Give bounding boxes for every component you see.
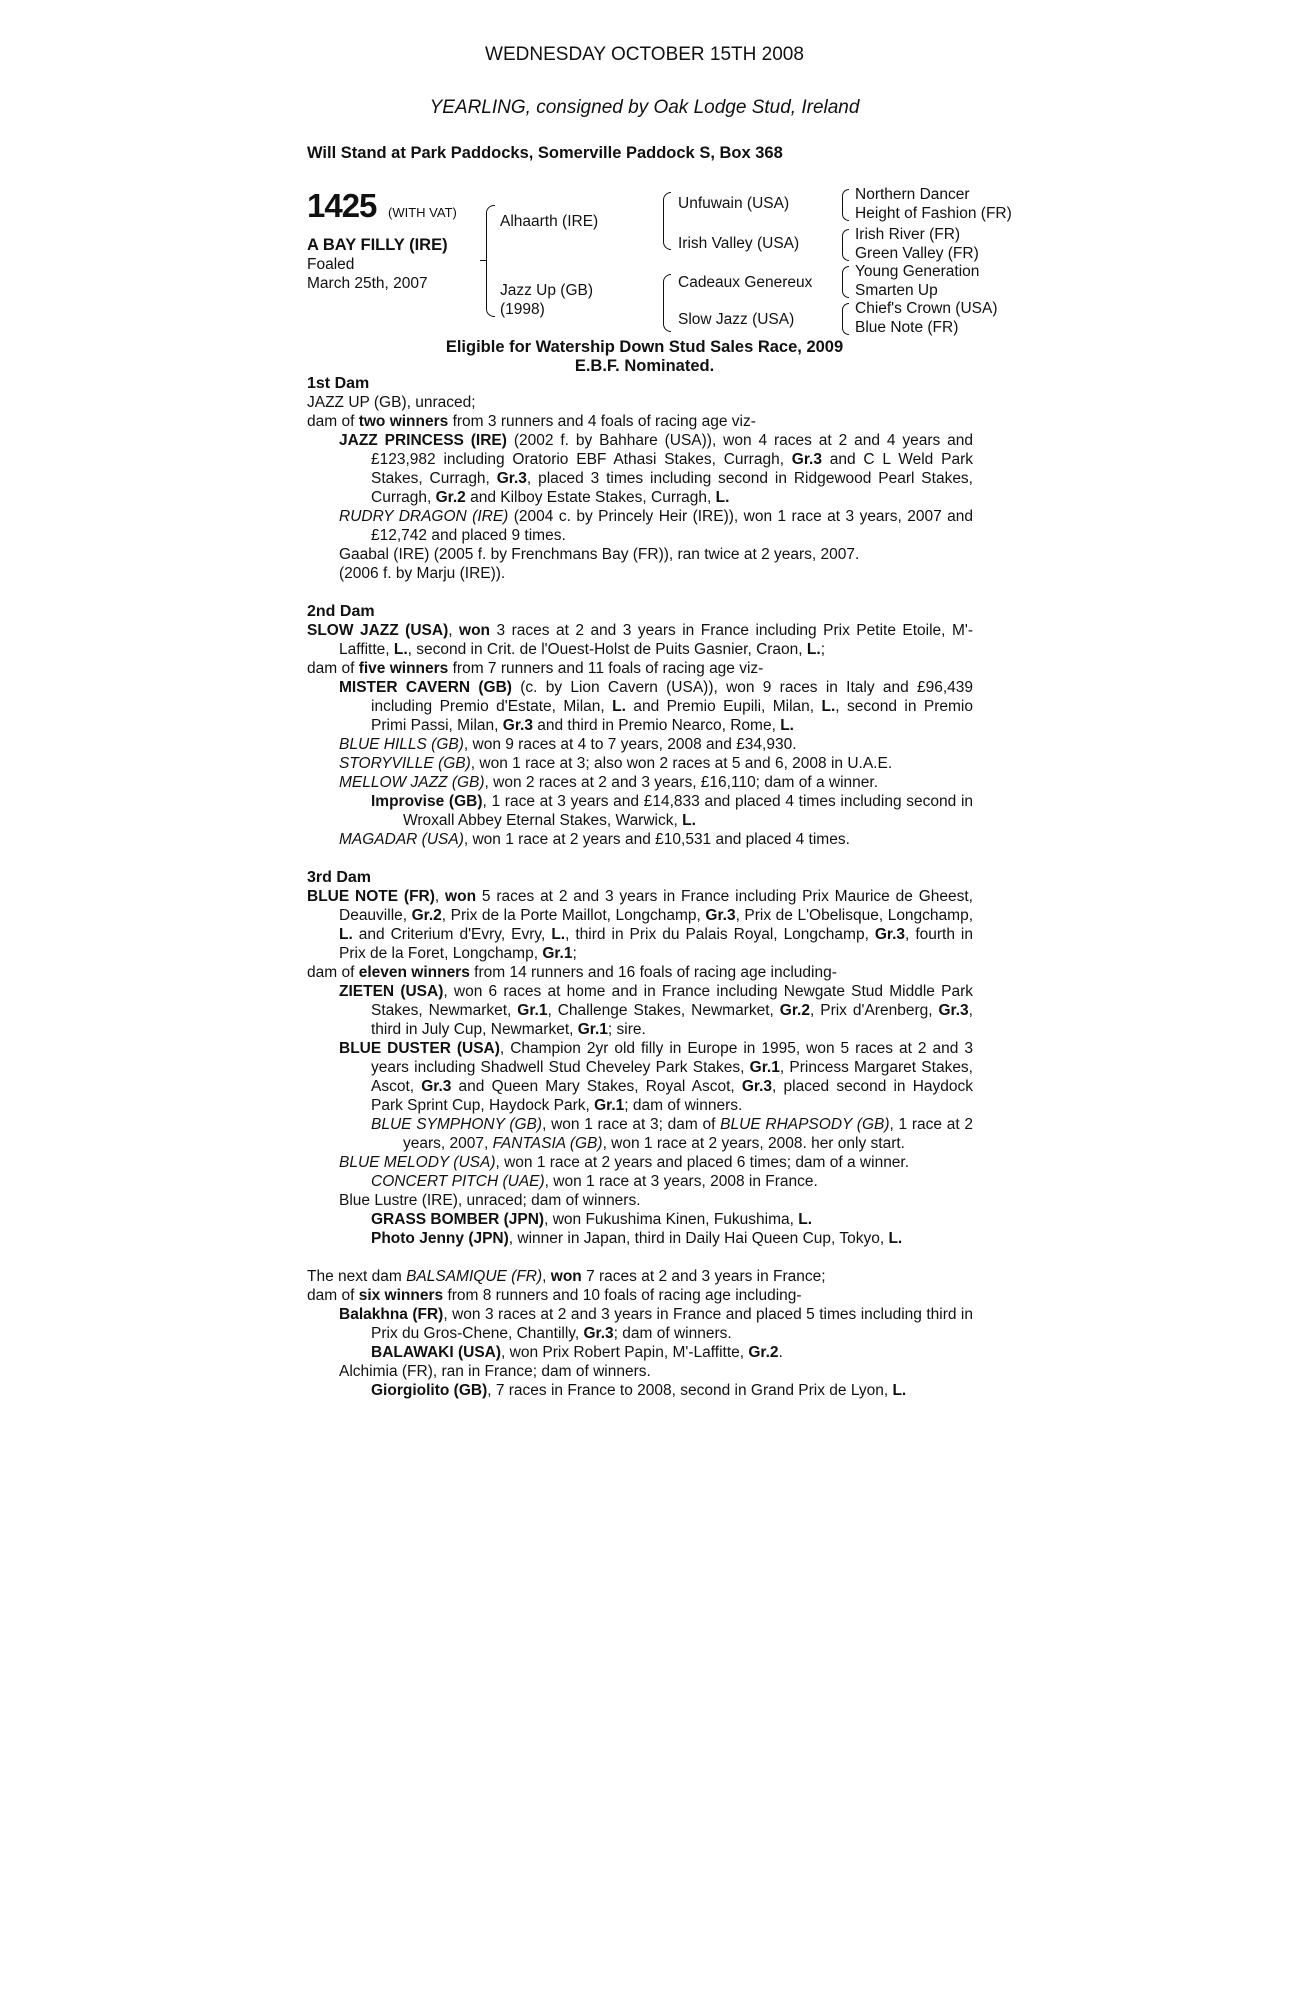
pedigree-dam-dam: Slow Jazz (USA) xyxy=(678,311,795,328)
vat-note: (WITH VAT) xyxy=(388,205,457,220)
produce-entry: JAZZ PRINCESS (IRE) (2002 f. by Bahhare (USA)), won 4 races at 2 and 4 years and £123,982 including Oratorio EBF Athasi Stakes, Curragh, Gr.3 and C L Weld Park Stakes, Curragh, Gr.3, placed 3 times including second in Ridgewood Pearl Stakes, Curragh, Gr.2 and Kilboy Estate Stakes, Curragh, L. xyxy=(339,432,974,506)
lot-number: 1425 xyxy=(307,187,377,224)
third-dam-record: BLUE NOTE (FR), won 5 races at 2 and 3 years in France including Prix Maurice de Gheest, Deauville, Gr.2, Prix de la Porte Maillot, Longchamp, Gr.3, Prix de L'Obelisque, Longchamp, L. and Criterium d'Evry, Evry, L., third in Prix du Palais Royal, Longchamp, Gr.3, fourth in Prix de la Foret, Longchamp, Gr.1; xyxy=(307,888,974,962)
produce-entry: BLUE HILLS (GB), won 9 races at 4 to 7 years, 2008 and £34,930. xyxy=(339,736,797,753)
produce-entry: BLUE MELODY (USA), won 1 race at 2 years and placed 6 times; dam of a winner. xyxy=(339,1154,910,1171)
foaled-label: Foaled xyxy=(307,256,355,273)
pedigree-g3: Irish River (FR) xyxy=(855,226,961,243)
pedigree-sire-dam: Irish Valley (USA) xyxy=(678,235,800,252)
produce-entry: CONCERT PITCH (UAE), won 1 race at 3 years, 2008 in France. xyxy=(371,1173,818,1190)
pedigree-brace-g34 xyxy=(842,229,849,261)
produce-entry: MAGADAR (USA), won 1 race at 2 years and £10,531 and placed 4 times. xyxy=(339,831,850,848)
second-dam-produce-summary: dam of five winners from 7 runners and 11 foals of racing age viz- xyxy=(307,660,764,677)
next-dam-produce-summary: dam of six winners from 8 runners and 10 foals of racing age including- xyxy=(307,1287,802,1304)
pedigree-sire: Alhaarth (IRE) xyxy=(500,213,599,230)
produce-entry: BLUE SYMPHONY (GB), won 1 race at 3; dam of BLUE RHAPSODY (GB), 1 race at 2 years, 2007, FANTASIA (GB), won 1 race at 2 years, 2008. her only start. xyxy=(371,1116,973,1152)
produce-entry: GRASS BOMBER (JPN), won Fukushima Kinen, Fukushima, L. xyxy=(371,1211,813,1228)
produce-entry: ZIETEN (USA), won 6 races at home and in France including Newgate Stud Middle Park Stakes, Newmarket, Gr.1, Challenge Stakes, Newmarket, Gr.2, Prix d'Arenberg, Gr.3, third in July Cup, Newmarket, Gr.1; sire. xyxy=(339,983,973,1038)
pedigree-brace-g12 xyxy=(842,189,849,221)
third-dam-produce-summary: dam of eleven winners from 14 runners and 16 foals of racing age including- xyxy=(307,964,837,981)
sale-date: WEDNESDAY OCTOBER 15TH 2008 xyxy=(485,44,804,65)
stand-location: Will Stand at Park Paddocks, Somerville Paddock S, Box 368 xyxy=(307,144,783,162)
second-dam-record: SLOW JAZZ (USA), won 3 races at 2 and 3 years in France including Prix Petite Etoile, M'-Laffitte, L., second in Crit. de l'Ouest-Holst de Puits Gasnier, Craon, L.; xyxy=(307,622,973,658)
foaled-date: March 25th, 2007 xyxy=(307,275,428,292)
produce-entry: Photo Jenny (JPN), winner in Japan, third in Daily Hai Queen Cup, Tokyo, L. xyxy=(371,1230,903,1247)
produce-entry: BLUE DUSTER (USA), Champion 2yr old filly in Europe in 1995, won 5 races at 2 and 3 years including Shadwell Stud Cheveley Park Stakes, Gr.1, Princess Margaret Stakes, Ascot, Gr.3 and Queen Mary Stakes, Royal Ascot, Gr.3, placed second in Haydock Park Sprint Cup, Haydock Park, Gr.1; dam of winners. xyxy=(339,1040,973,1114)
first-dam-name: JAZZ UP (GB), unraced; xyxy=(307,394,476,411)
produce-entry: MELLOW JAZZ (GB), won 2 races at 2 and 3 years, £16,110; dam of a winner. xyxy=(339,774,879,791)
consignor-line: YEARLING, consigned by Oak Lodge Stud, Ireland xyxy=(429,97,860,118)
pedigree-brace-main xyxy=(486,205,495,317)
produce-entry: Blue Lustre (IRE), unraced; dam of winners. xyxy=(339,1192,641,1209)
pedigree-g2: Height of Fashion (FR) xyxy=(855,205,1012,222)
foaled-info xyxy=(307,255,428,293)
next-dam-record: The next dam BALSAMIQUE (FR), won 7 races at 2 and 3 years in France; xyxy=(307,1268,826,1285)
third-dam-heading: 3rd Dam xyxy=(307,869,372,886)
pedigree-brace-g78 xyxy=(842,303,849,335)
pedigree-brace-g56 xyxy=(842,266,849,298)
produce-entry: (2006 f. by Marju (IRE)). xyxy=(339,565,506,582)
catalogue-body xyxy=(307,374,973,1400)
pedigree-brace-sire xyxy=(663,192,671,250)
produce-entry: Giorgiolito (GB), 7 races in France to 2008, second in Grand Prix de Lyon, L. xyxy=(371,1382,907,1399)
produce-entry: RUDRY DRAGON (IRE) (2004 c. by Princely Heir (IRE)), won 1 race at 3 years, 2007 and £12,742 and placed 9 times. xyxy=(339,508,973,544)
pedigree-g7: Chief's Crown (USA) xyxy=(855,300,998,317)
pedigree-brace-dam xyxy=(663,274,671,332)
first-dam-produce-summary: dam of two winners from 3 runners and 4 foals of racing age viz- xyxy=(307,413,756,430)
produce-entry: Improvise (GB), 1 race at 3 years and £14,833 and placed 4 times including second in Wroxall Abbey Eternal Stakes, Warwick, L. xyxy=(371,793,974,829)
pedigree-dam-sire: Cadeaux Genereux xyxy=(678,274,813,291)
produce-entry: Balakhna (FR), won 3 races at 2 and 3 years in France and placed 5 times including third in Prix du Gros-Chene, Chantilly, Gr.3; dam of winners. xyxy=(339,1306,974,1342)
pedigree-g6: Smarten Up xyxy=(855,282,938,299)
horse-name: A BAY FILLY (IRE) xyxy=(307,236,448,254)
pedigree-dam-year: (1998) xyxy=(500,301,545,318)
produce-entry: STORYVILLE (GB), won 1 race at 3; also won 2 races at 5 and 6, 2008 in U.A.E. xyxy=(339,755,893,772)
pedigree-sire-sire: Unfuwain (USA) xyxy=(678,195,790,212)
second-dam-heading: 2nd Dam xyxy=(307,603,375,620)
eligibility-line-1: Eligible for Watership Down Stud Sales Race, 2009 xyxy=(445,338,844,356)
produce-entry: Alchimia (FR), ran in France; dam of winners. xyxy=(339,1363,651,1380)
pedigree-g1: Northern Dancer xyxy=(855,186,970,203)
pedigree-g8: Blue Note (FR) xyxy=(855,319,959,336)
eligibility-line-2: E.B.F. Nominated. xyxy=(574,357,715,375)
pedigree-g4: Green Valley (FR) xyxy=(855,245,979,262)
produce-entry: Gaabal (IRE) (2005 f. by Frenchmans Bay (FR)), ran twice at 2 years, 2007. xyxy=(339,546,860,563)
pedigree-g5: Young Generation xyxy=(855,263,980,280)
pedigree-dam: Jazz Up (GB) xyxy=(500,282,594,299)
produce-entry: BALAWAKI (USA), won Prix Robert Papin, M'-Laffitte, Gr.2. xyxy=(371,1344,783,1361)
pedigree-brace-main-tick xyxy=(480,260,486,261)
eligibility-notes xyxy=(0,338,1289,376)
first-dam-heading: 1st Dam xyxy=(307,375,370,392)
produce-entry: MISTER CAVERN (GB) (c. by Lion Cavern (USA)), won 9 races in Italy and £96,439 including Premio d'Estate, Milan, L. and Premio Eupili, Milan, L., second in Premio Primi Passi, Milan, Gr.3 and third in Premio Nearco, Rome, L. xyxy=(339,679,973,734)
